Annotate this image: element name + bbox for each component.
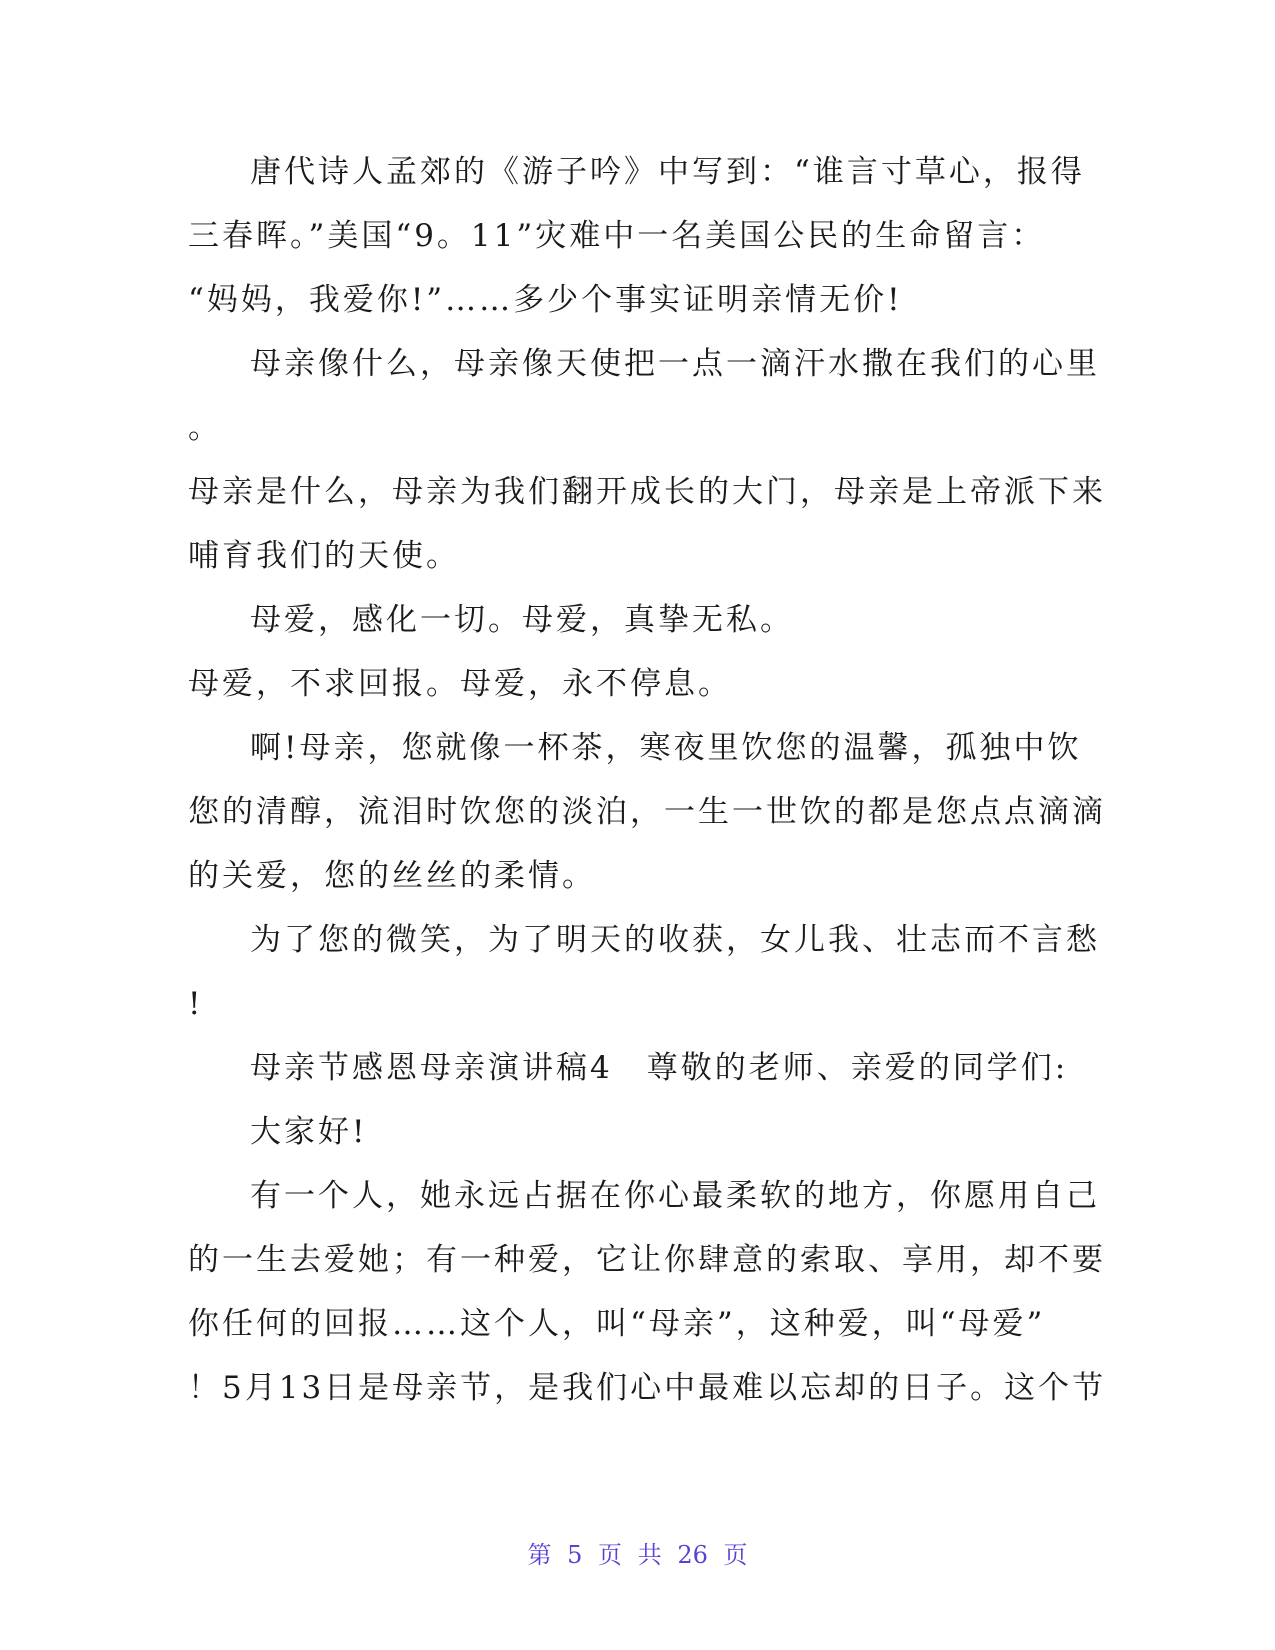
text-line: 有一个人，她永远占据在你心最柔软的地方，你愿用自己 [250, 1178, 1100, 1214]
text-line: 的一生去爱她；有一种爱，它让你肆意的索取、享用，却不要 [188, 1242, 1106, 1278]
footer-prefix: 第 [527, 1541, 552, 1569]
text-line: ! [188, 986, 204, 1022]
text-line: 您的清醇，流泪时饮您的淡泊，一生一世饮的都是您点点滴滴 [188, 794, 1106, 830]
text-line: “妈妈，我爱你!”……多少个事实证明亲情无价! [188, 282, 903, 318]
text-line: 母亲像什么，母亲像天使把一点一滴汗水撒在我们的心里 [250, 346, 1100, 382]
text-line: 为了您的微笑，为了明天的收获，女儿我、壮志而不言愁 [250, 922, 1100, 958]
section-heading-line: 母亲节感恩母亲演讲稿4 尊敬的老师、亲爱的同学们: [250, 1050, 1069, 1086]
text-line: 你任何的回报……这个人，叫“母亲”，这种爱，叫“母爱” [188, 1306, 1046, 1342]
text-line: 的关爱，您的丝丝的柔情。 [188, 858, 596, 894]
greeting-line: 大家好! [250, 1114, 368, 1150]
footer-total-word: 共 [637, 1541, 662, 1569]
footer-suffix: 页 [723, 1541, 748, 1569]
footer-total-pages: 26 [677, 1541, 708, 1569]
text-line: 三春晖。”美国“9。11”灾难中一名美国公民的生命留言： [188, 218, 1046, 254]
text-line: ！5月13日是母亲节，是我们心中最难以忘却的日子。这个节 [188, 1370, 1107, 1406]
text-line: 唐代诗人孟郊的《游子吟》中写到：“谁言寸草心，报得 [250, 154, 1085, 190]
text-line: 啊!母亲，您就像一杯茶，寒夜里饮您的温馨，孤独中饮 [250, 730, 1082, 766]
text-line: 母爱，不求回报。母爱，永不停息。 [188, 666, 732, 702]
text-line: 母爱，感化一切。母爱，真挚无私。 [250, 602, 794, 638]
text-line: 。 [188, 410, 222, 446]
text-line: 哺育我们的天使。 [188, 538, 460, 574]
text-line: 母亲是什么，母亲为我们翻开成长的大门，母亲是上帝派下来 [188, 474, 1106, 510]
footer-current-page: 5 [567, 1541, 583, 1569]
footer-page-word: 页 [598, 1541, 623, 1569]
page-footer [0, 1535, 1275, 1570]
document-body [188, 140, 1107, 1420]
